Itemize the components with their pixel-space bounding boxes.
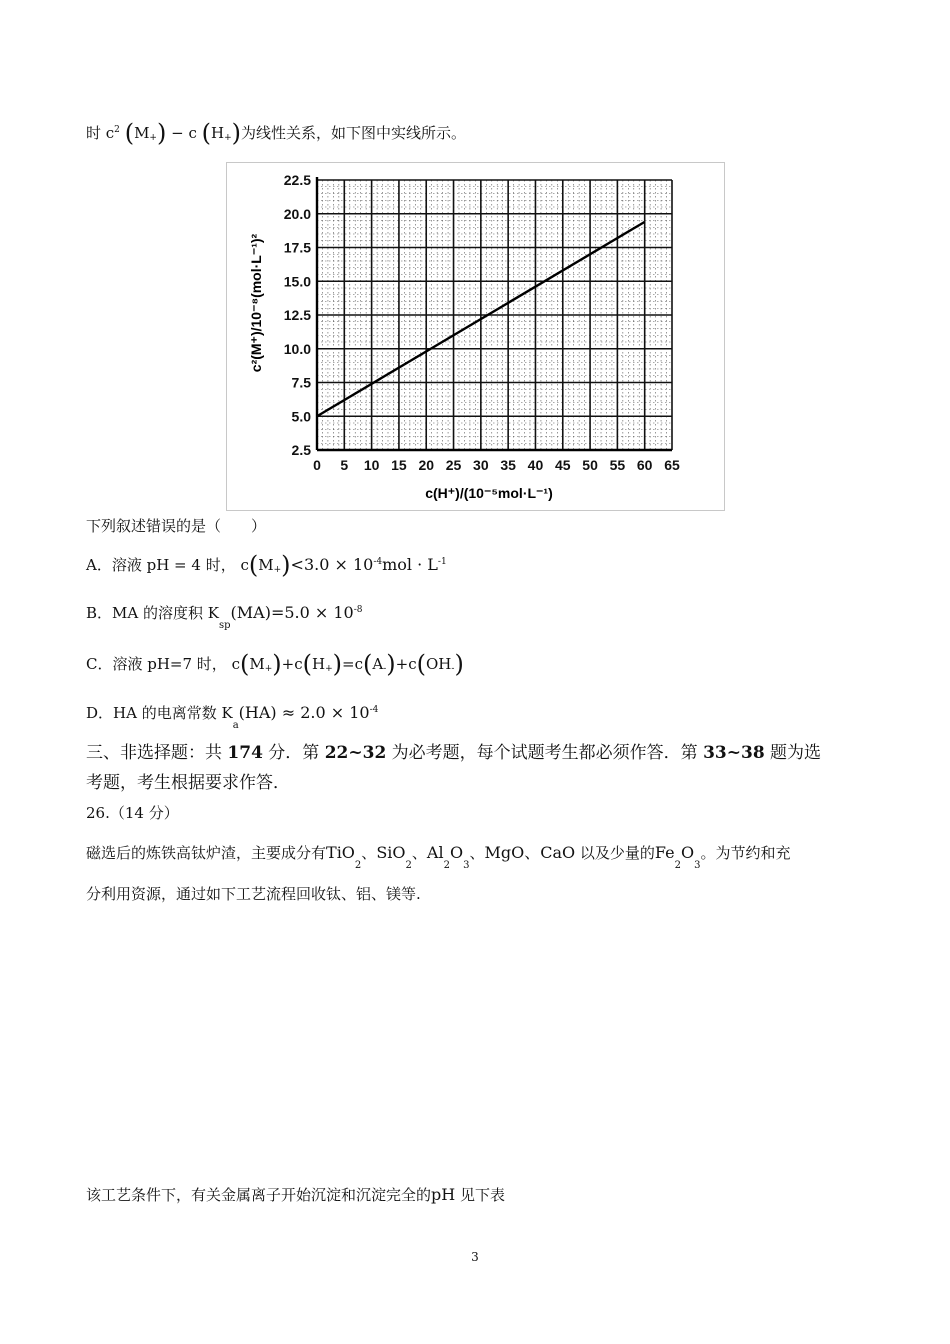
tick-labels [284, 172, 680, 473]
option-a: A．溶液 pH = 4 时， $c(M+)<3.0 \times 10^{-4}mol \cdot L^{-1}$ [86, 551, 447, 579]
y-tick-label: 10.0 [283, 340, 311, 357]
x-tick-label: 25 [445, 457, 462, 473]
x-tick-label: 5 [340, 457, 349, 473]
y-axis-label: c²(M⁺)/10⁻⁸(mol·L⁻¹)² [248, 233, 264, 373]
x-axis-label: c(H⁺)/(10⁻⁵mol·L⁻¹) [425, 485, 553, 501]
x-tick-label: 15 [391, 457, 407, 473]
axes [317, 177, 672, 450]
y-tick-label: 7.5 [291, 374, 311, 391]
option-b: B．MA 的溶度积 $K_{sp}(MA)=5.0 \times 10^{-8}$ [86, 603, 363, 631]
x-tick-label: 35 [500, 457, 516, 473]
page-number: 3 [471, 1250, 479, 1264]
y-tick-label: 22.5 [283, 172, 311, 188]
chart-svg [227, 163, 724, 510]
table-intro: 该工艺条件下，有关金属离子开始沉淀和沉淀完全的pH 见下表 [86, 1185, 505, 1204]
chart-figure [226, 162, 725, 511]
x-tick-label: 45 [554, 457, 571, 473]
x-tick-label: 40 [527, 457, 544, 473]
x-tick-label: 10 [363, 457, 380, 473]
x-tick-label: 65 [664, 457, 680, 473]
y-tick-label: 17.5 [283, 239, 311, 256]
q26-line1: 磁选后的炼铁高钛炉渣，主要成分有TiO$_2$、SiO$_2$、$Al_2O_3$、MgO、CaO 以及少量的$Fe_2O_3$。为节约和充 [86, 843, 791, 871]
x-tick-label: 60 [636, 457, 653, 473]
section-three-line1: 三、非选择题：共 174 分．第 22~32 为必考题，每个试题考生都必须作答．第 33~38 题为选 [86, 743, 822, 763]
question-stem: 下列叙述错误的是（ ） [86, 517, 267, 535]
x-tick-label: 0 [313, 457, 321, 473]
y-tick-label: 2.5 [291, 442, 311, 458]
y-tick-label: 5.0 [291, 408, 311, 425]
x-tick-label: 50 [582, 457, 598, 473]
y-tick-label: 15.0 [283, 273, 311, 290]
x-tick-label: 55 [609, 457, 626, 473]
section-three-line2: 考题，考生根据要求作答． [86, 773, 290, 793]
option-c: C．溶液 pH=7 时， c(M+)+c(H+)=c(A-)+c(OH-) [86, 650, 464, 678]
x-tick-label: 30 [473, 457, 489, 473]
option-d: D．HA 的电离常数 $K_a(HA) \approx 2.0 \times 10^{-4}$ [86, 703, 379, 731]
x-tick-label: 20 [418, 457, 435, 473]
y-tick-label: 12.5 [283, 307, 311, 323]
intro-line: 时 $c^2$ (M+) − c (H+)为线性关系，如下图中实线所示。 [86, 119, 467, 147]
q26-line2: 分利用资源，通过如下工艺流程回收钛、铝、镁等. [86, 885, 421, 903]
y-tick-label: 20.0 [283, 205, 311, 222]
q26-heading: 26.（14 分） [86, 804, 179, 822]
